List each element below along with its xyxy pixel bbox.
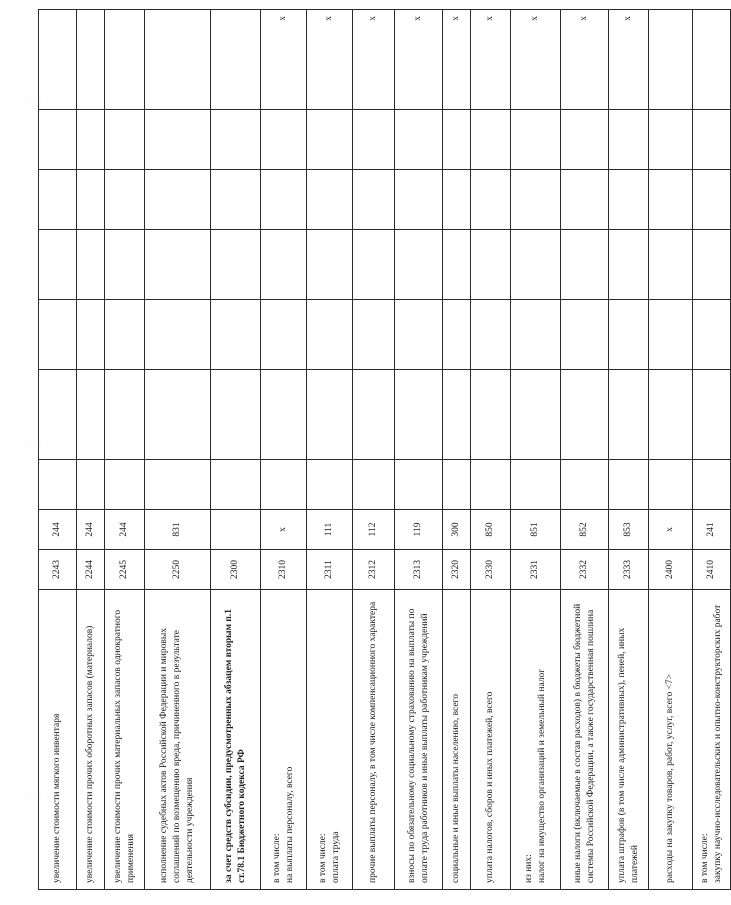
value-cell [471,110,511,170]
value-cell [561,170,609,230]
table-row [609,10,649,890]
value-cell [561,110,609,170]
value-cell [261,370,307,460]
value-cell [307,460,353,510]
row-kbk-cell: 111 [307,510,353,550]
row-code-cell: 2244 [77,550,105,590]
value-cell [511,300,561,370]
scan-artifact: · · · [28,96,42,102]
value-cell [609,460,649,510]
value-cell [261,110,307,170]
row-name-cell [39,590,77,890]
row-code-cell: 2400 [649,550,693,590]
value-cell [105,370,145,460]
row-name-cell [511,590,561,890]
value-cell [443,110,471,170]
value-cell [511,110,561,170]
row-code-cell: 2333 [609,550,649,590]
value-cell [353,300,395,370]
row-name-cell [145,590,211,890]
row-kbk-cell: 851 [511,510,561,550]
row-kbk-cell: 850 [471,510,511,550]
row-name-cell [77,590,105,890]
value-cell [443,460,471,510]
row-code-cell: 2410 [693,550,731,590]
value-cell [307,230,353,300]
row-mark-cell: x [395,10,443,110]
value-cell [145,230,211,300]
row-code-cell: 2245 [105,550,145,590]
row-kbk-cell: x [649,510,693,550]
row-code-cell: 2243 [39,550,77,590]
value-cell [649,110,693,170]
value-cell [693,300,731,370]
table-row [649,10,693,890]
scanned-page [38,10,723,890]
value-cell [307,300,353,370]
scan-artifact: · · · [28,440,42,446]
row-mark-cell: x [511,10,561,110]
value-cell [649,170,693,230]
row-name-cell [353,590,395,890]
value-cell [609,300,649,370]
row-name: оплата труда [330,831,341,883]
table-row [511,10,561,890]
value-cell [39,110,77,170]
row-name: взносы по обязательному социальному страхованию на выплаты по оплате труда работников и иные выплаты работникам учреждений [406,608,430,883]
row-name-cell [693,590,731,890]
table-row [395,10,443,890]
row-name-cell [307,590,353,890]
row-kbk-cell: 831 [145,510,211,550]
table-row [261,10,307,890]
value-cell [39,460,77,510]
row-mark-cell: x [561,10,609,110]
value-cell [105,300,145,370]
value-cell [211,110,261,170]
value-cell [307,110,353,170]
row-name-cell [471,590,511,890]
row-kbk-cell: 853 [609,510,649,550]
value-cell [77,170,105,230]
value-cell [395,170,443,230]
value-cell [145,110,211,170]
value-cell [471,460,511,510]
value-cell [443,170,471,230]
row-name: иные налоги (включаемые в состав расходов) в бюджеты бюджетной системы Российской Федерации, а также государственная пошлина [572,603,596,883]
row-kbk-cell: 241 [693,510,731,550]
value-cell [443,230,471,300]
row-name: исполнение судебных актов Российской Федерации и мировых соглашений по возмещению вреда, причиненного в результате деятельности учреждения [159,628,195,883]
scan-artifact: · · · [28,792,42,798]
value-cell [561,370,609,460]
value-cell [471,170,511,230]
row-name: налог на имущество организаций и земельный налог [536,668,547,883]
row-code-cell: 2300 [211,550,261,590]
value-cell [353,460,395,510]
row-name: увеличение стоимости прочих материальных запасов однократного применения [112,609,136,883]
row-name: увеличение стоимости прочих оборотных запасов (материалов) [85,625,96,883]
value-cell [561,460,609,510]
table-row [307,10,353,890]
table-row [77,10,105,890]
row-name: расходы на закупку товаров, работ, услуг, всего <7> [665,673,676,883]
value-cell [693,110,731,170]
row-name-cell [261,590,307,890]
row-code-cell: 2320 [443,550,471,590]
table-row [145,10,211,890]
table-row [471,10,511,890]
row-name-cell [105,590,145,890]
table-row [105,10,145,890]
value-cell [145,170,211,230]
value-cell [649,230,693,300]
value-cell [649,370,693,460]
table-row [443,10,471,890]
row-code-cell: 2312 [353,550,395,590]
row-prefix: в том числе: [317,833,328,883]
row-name: увеличение стоимости мягкого инвентаря [52,713,63,883]
value-cell [609,170,649,230]
value-cell [77,230,105,300]
value-cell [609,370,649,460]
value-cell [511,460,561,510]
row-kbk-cell: 852 [561,510,609,550]
row-kbk-cell: 119 [395,510,443,550]
row-mark-cell [39,10,77,110]
row-mark-cell: x [261,10,307,110]
value-cell [105,110,145,170]
row-kbk-cell [211,510,261,550]
row-name: уплата налогов, сборов и иных платежей, всего [485,691,496,883]
row-kbk-cell: 300 [443,510,471,550]
value-cell [693,230,731,300]
row-name: за счет средств субсидии, предусмотренных абзацем вторым п.1 ст.78.1 Бюджетного кодекса РФ [223,608,247,883]
value-cell [261,170,307,230]
row-mark-cell: x [471,10,511,110]
value-cell [105,460,145,510]
value-cell [443,300,471,370]
value-cell [693,370,731,460]
row-kbk-cell: 244 [105,510,145,550]
value-cell [211,460,261,510]
row-code-cell: 2311 [307,550,353,590]
row-name-cell [561,590,609,890]
value-cell [353,170,395,230]
value-cell [353,110,395,170]
value-cell [211,230,261,300]
value-cell [511,230,561,300]
value-cell [307,370,353,460]
value-cell [395,370,443,460]
value-cell [353,370,395,460]
row-kbk-cell: 244 [77,510,105,550]
value-cell [105,230,145,300]
value-cell [471,300,511,370]
row-name: закупку научно-исследовательских и опытно-конструкторских работ [712,604,723,883]
value-cell [39,170,77,230]
value-cell [77,370,105,460]
row-name-cell [211,590,261,890]
value-cell [353,230,395,300]
value-cell [511,370,561,460]
table-row [211,10,261,890]
row-name: социальные и иные выплаты населению, всего [451,694,462,883]
row-mark-cell [145,10,211,110]
table-row [693,10,731,890]
row-code-cell: 2250 [145,550,211,590]
financial-plan-table [38,9,731,890]
value-cell [211,370,261,460]
row-prefix: в том числе: [271,833,282,883]
value-cell [511,170,561,230]
value-cell [471,370,511,460]
table-body [39,10,731,890]
row-name: на выплаты персоналу, всего [284,766,295,883]
value-cell [395,230,443,300]
value-cell [145,300,211,370]
row-kbk-cell: x [261,510,307,550]
table-row [39,10,77,890]
row-prefix: в том числе: [699,833,710,883]
row-name: прочие выплаты персоналу, в том числе компенсационного характера [368,601,379,883]
row-code-cell: 2331 [511,550,561,590]
row-mark-cell [693,10,731,110]
row-mark-cell [211,10,261,110]
row-name-cell [609,590,649,890]
row-code-cell: 2313 [395,550,443,590]
value-cell [145,370,211,460]
value-cell [261,230,307,300]
row-code-cell: 2310 [261,550,307,590]
row-code-cell: 2332 [561,550,609,590]
value-cell [693,170,731,230]
value-cell [39,370,77,460]
value-cell [105,170,145,230]
row-name-cell [443,590,471,890]
value-cell [561,300,609,370]
value-cell [211,300,261,370]
value-cell [77,460,105,510]
row-name-cell [649,590,693,890]
value-cell [395,460,443,510]
value-cell [609,110,649,170]
value-cell [77,300,105,370]
value-cell [261,460,307,510]
value-cell [649,300,693,370]
table-row [353,10,395,890]
value-cell [395,110,443,170]
row-mark-cell [77,10,105,110]
row-mark-cell: x [353,10,395,110]
value-cell [39,230,77,300]
value-cell [307,170,353,230]
row-code-cell: 2330 [471,550,511,590]
value-cell [77,110,105,170]
row-mark-cell: x [443,10,471,110]
value-cell [561,230,609,300]
row-prefix: из них: [523,854,534,883]
value-cell [261,300,307,370]
value-cell [39,300,77,370]
row-mark-cell: x [307,10,353,110]
value-cell [443,370,471,460]
row-mark-cell: x [609,10,649,110]
row-kbk-cell: 244 [39,510,77,550]
row-name: уплата штрафов (в том числе административных), пеней, иных платежей [616,627,640,883]
row-mark-cell [105,10,145,110]
value-cell [211,170,261,230]
value-cell [471,230,511,300]
value-cell [649,460,693,510]
value-cell [395,300,443,370]
row-name-cell [395,590,443,890]
value-cell [609,230,649,300]
row-mark-cell [649,10,693,110]
row-kbk-cell: 112 [353,510,395,550]
table-row [561,10,609,890]
value-cell [145,460,211,510]
value-cell [693,460,731,510]
